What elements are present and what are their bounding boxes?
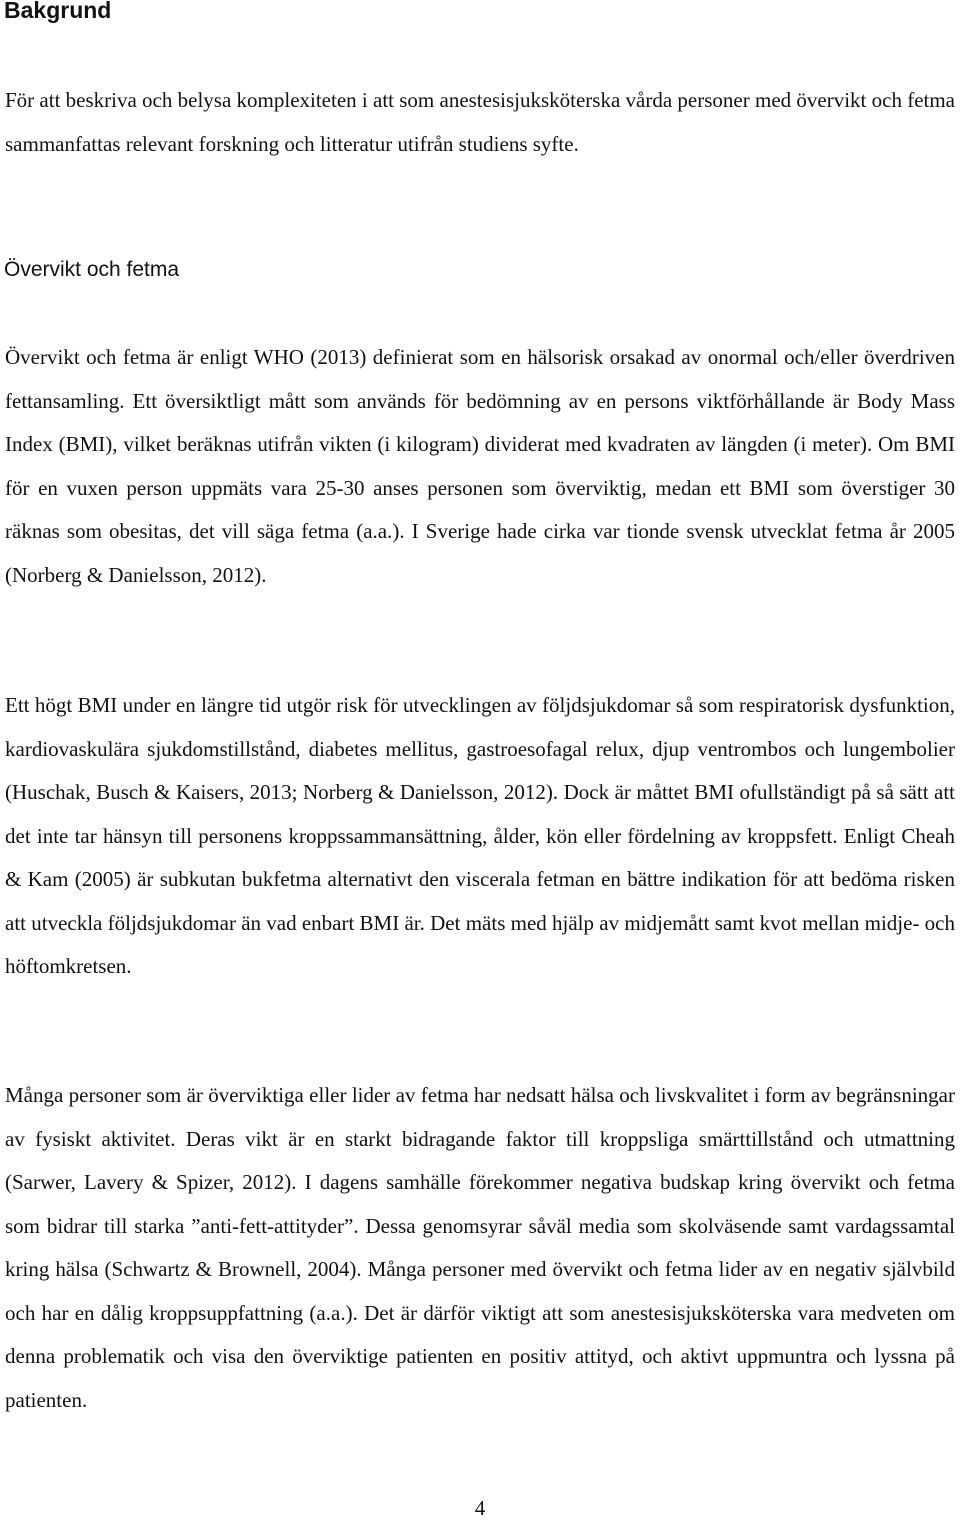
risk-paragraph: Ett högt BMI under en längre tid utgör risk för utvecklingen av följdsjukdomar så som respiratorisk dysfunktion, kardiovaskulära sjukdomstillstånd, diabetes mellitus, gastroesofagal relux, djup ventrombos och lungembolier (Huschak, Busch & Kaisers, 2013; Norberg & Danielsson, 2012). Dock är måttet BMI ofullständigt på så sätt att det inte tar hänsyn till personens kroppssammansättning, ålder, kön eller fördelning av kroppsfett. Enligt Cheah & Kam (2005) är subkutan bukfetma alternativt den viscerala fetman en bättre indikation för att bedöma risken att utveckla följdsjukdomar än vad enbart BMI är. Det mäts med hjälp av midjemått samt kvot mellan midje- och höftomkretsen. xyxy=(5,693,956,978)
page-number: 4 xyxy=(474,1496,486,1520)
health-paragraph: Många personer som är överviktiga eller lider av fetma har nedsatt hälsa och livskvalitet i form av begränsningar av fysiskt aktivitet. Deras vikt är en starkt bidragande faktor till kroppsliga smärttillstånd och utmattning (Sarwer, Lavery & Spizer, 2012). I dagens samhälle förekommer negativa budskap kring övervikt och fetma som bidrar till starka ”anti-fett-attityder”. Dessa genomsyrar såväl media som skolväsende samt vardagssamtal kring hälsa (Schwartz & Brownell, 2004). Många personer med övervikt och fetma lider av en negativ självbild och har en dålig kroppsuppfattning (a.a.). Det är därför viktigt att som anestesisjuksköterska vara medveten om denna problematik och visa den överviktige patienten en positiv attityd, och aktivt uppmuntra och lyssna på patienten. xyxy=(5,1083,955,1412)
definition-paragraph: Övervikt och fetma är enligt WHO (2013) definierat som en hälsorisk orsakad av onormal och/eller överdriven fettansamling. Ett översiktligt mått som används för bedömning av en persons viktförhållande är Body Mass Index (BMI), vilket beräknas utifrån vikten (i kilogram) dividerat med kvadraten av längden (i meter). Om BMI för en vuxen person uppmäts vara 25-30 anses personen som överviktig, medan ett BMI som överstiger 30 räknas som obesitas, det vill säga fetma (a.a.). I Sverige hade cirka var tionde svensk utvecklat fetma år 2005 (Norberg & Danielsson, 2012). xyxy=(5,345,955,587)
page-title: Bakgrund xyxy=(4,0,112,23)
section-heading: Övervikt och fetma xyxy=(4,258,180,281)
intro-paragraph: För att beskriva och belysa komplexiteten i att som anestesisjuksköterska vårda personer med övervikt och fetma sammanfattas relevant forskning och litteratur utifrån studiens syfte. xyxy=(5,88,955,156)
